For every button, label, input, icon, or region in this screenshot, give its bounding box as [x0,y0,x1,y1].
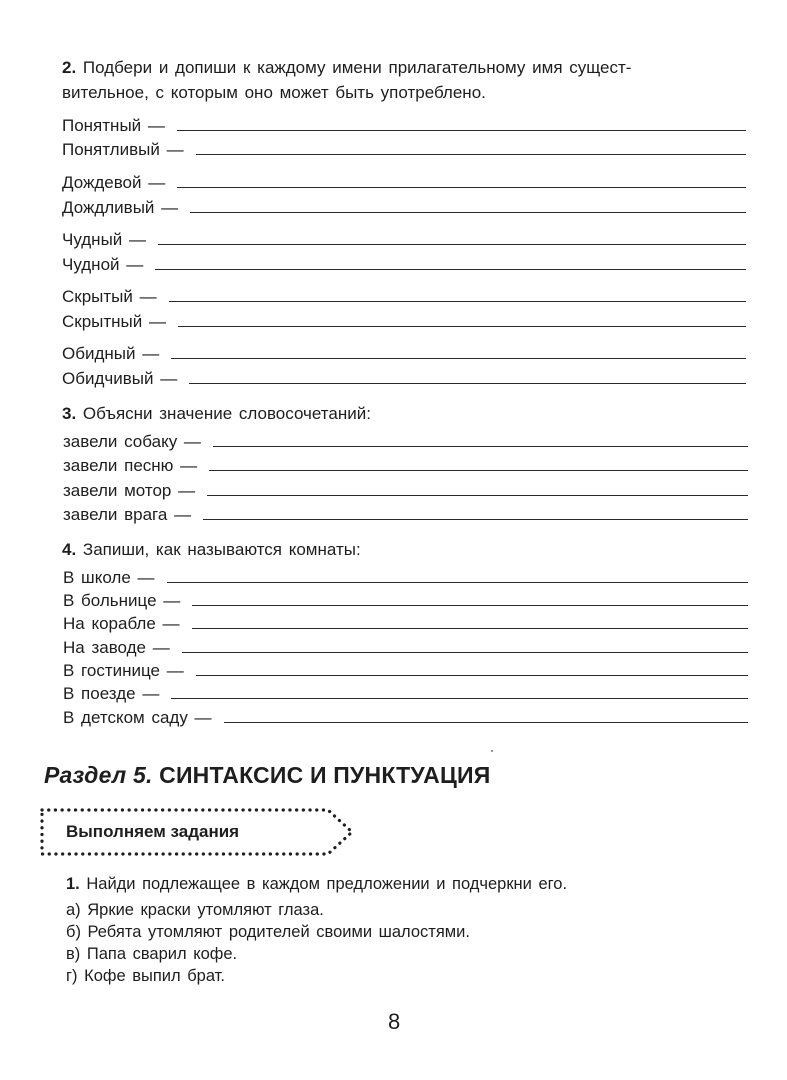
exercise-1-instruction [66,875,567,894]
answer-label: В больнице — [63,591,181,610]
answer-row [63,612,748,634]
answer-line[interactable] [158,244,746,245]
answer-row [63,454,748,476]
answer-label: завели врага — [63,505,192,524]
answer-line[interactable] [203,519,748,520]
answer-line[interactable] [167,582,748,583]
answer-label: Скрытый — [62,287,157,306]
answer-row [63,479,748,501]
section-title-text: СИНТАКСИС И ПУНКТУАЦИЯ [159,762,491,788]
answer-line[interactable] [196,675,748,676]
answer-label: На заводе — [63,638,170,657]
answer-row [63,706,748,728]
task-3-instruction [62,401,752,426]
answer-line[interactable] [155,269,746,270]
exercise-1-number: 1. [66,875,80,893]
sentence-line: г) Кофе выпил брат. [66,967,225,985]
answer-label: Чудной — [62,255,144,274]
answer-label: Обидный — [62,344,160,363]
answer-label: В школе — [63,568,155,587]
answer-line[interactable] [209,470,748,471]
answer-row [63,566,748,588]
answer-line[interactable] [189,383,746,384]
answer-row [63,589,748,611]
section-part-number: Раздел 5. [44,762,153,788]
page-number: 8 [388,1009,401,1034]
answer-row [62,138,746,160]
answer-label: В детском саду — [63,708,212,727]
answer-row [62,114,746,136]
answer-line[interactable] [171,358,746,359]
answer-line[interactable] [190,212,746,213]
answer-row [63,659,748,681]
answer-row [62,253,746,275]
tasks-badge [38,805,356,859]
answer-row [62,342,746,364]
exercise-1-text: Найди подлежащее в каждом предложении и подчеркни его. [86,875,568,893]
answer-label: В гостинице — [63,661,184,680]
task-2-instruction [62,55,752,105]
answer-line[interactable] [169,301,746,302]
answer-row [62,228,746,250]
sentence-line: а) Яркие краски утомляют глаза. [66,901,324,919]
task-4-instruction [62,537,752,562]
answer-label: На корабле — [63,614,180,633]
task-4-text: Запиши, как называются комнаты: [82,540,361,559]
answer-row [62,171,746,193]
answer-line[interactable] [177,130,746,131]
answer-label: Понятный — [62,116,165,135]
answer-row [63,503,748,525]
answer-label: В поезде — [63,684,160,703]
answer-row [62,310,746,332]
task-3-number: 3. [62,404,77,423]
sentence-line: в) Папа сварил кофе. [66,945,238,963]
answer-line[interactable] [224,722,748,723]
task-4-number: 4. [62,540,77,559]
answer-line[interactable] [213,446,748,447]
answer-label: Скрытный — [62,312,166,331]
task-3-text: Объясни значение словосочетаний: [82,404,371,423]
print-speck [491,750,493,752]
answer-label: Дождевой — [62,173,166,192]
answer-row [62,367,746,389]
answer-label: завели песню — [63,456,198,475]
answer-line[interactable] [192,628,748,629]
answer-line[interactable] [178,326,746,327]
answer-label: Обидчивый — [62,369,178,388]
answer-row [62,196,746,218]
answer-line[interactable] [207,495,748,496]
sentence-line: б) Ребята утомляют родителей своими шалостями. [66,923,470,941]
answer-line[interactable] [177,187,746,188]
answer-label: Понятливый — [62,140,184,159]
answer-label: завели собаку — [63,432,201,451]
answer-row [63,636,748,658]
answer-row [62,285,746,307]
answer-line[interactable] [182,652,748,653]
answer-line[interactable] [192,605,748,606]
task-2-number: 2. [62,58,77,77]
task-2-text-line2: вительное, с которым оно может быть употреблено. [62,83,486,102]
task-2-text-line1: Подбери и допиши к каждому имени прилагательному имя сущест- [82,58,632,77]
answer-line[interactable] [171,698,748,699]
answer-row [63,682,748,704]
answer-label: Чудный — [62,230,147,249]
badge-label: Выполняем задания [66,822,240,841]
answer-label: Дождливый — [62,198,179,217]
answer-line[interactable] [196,154,746,155]
section-heading [44,762,490,789]
answer-label: завели мотор — [63,481,196,500]
answer-row [63,430,748,452]
